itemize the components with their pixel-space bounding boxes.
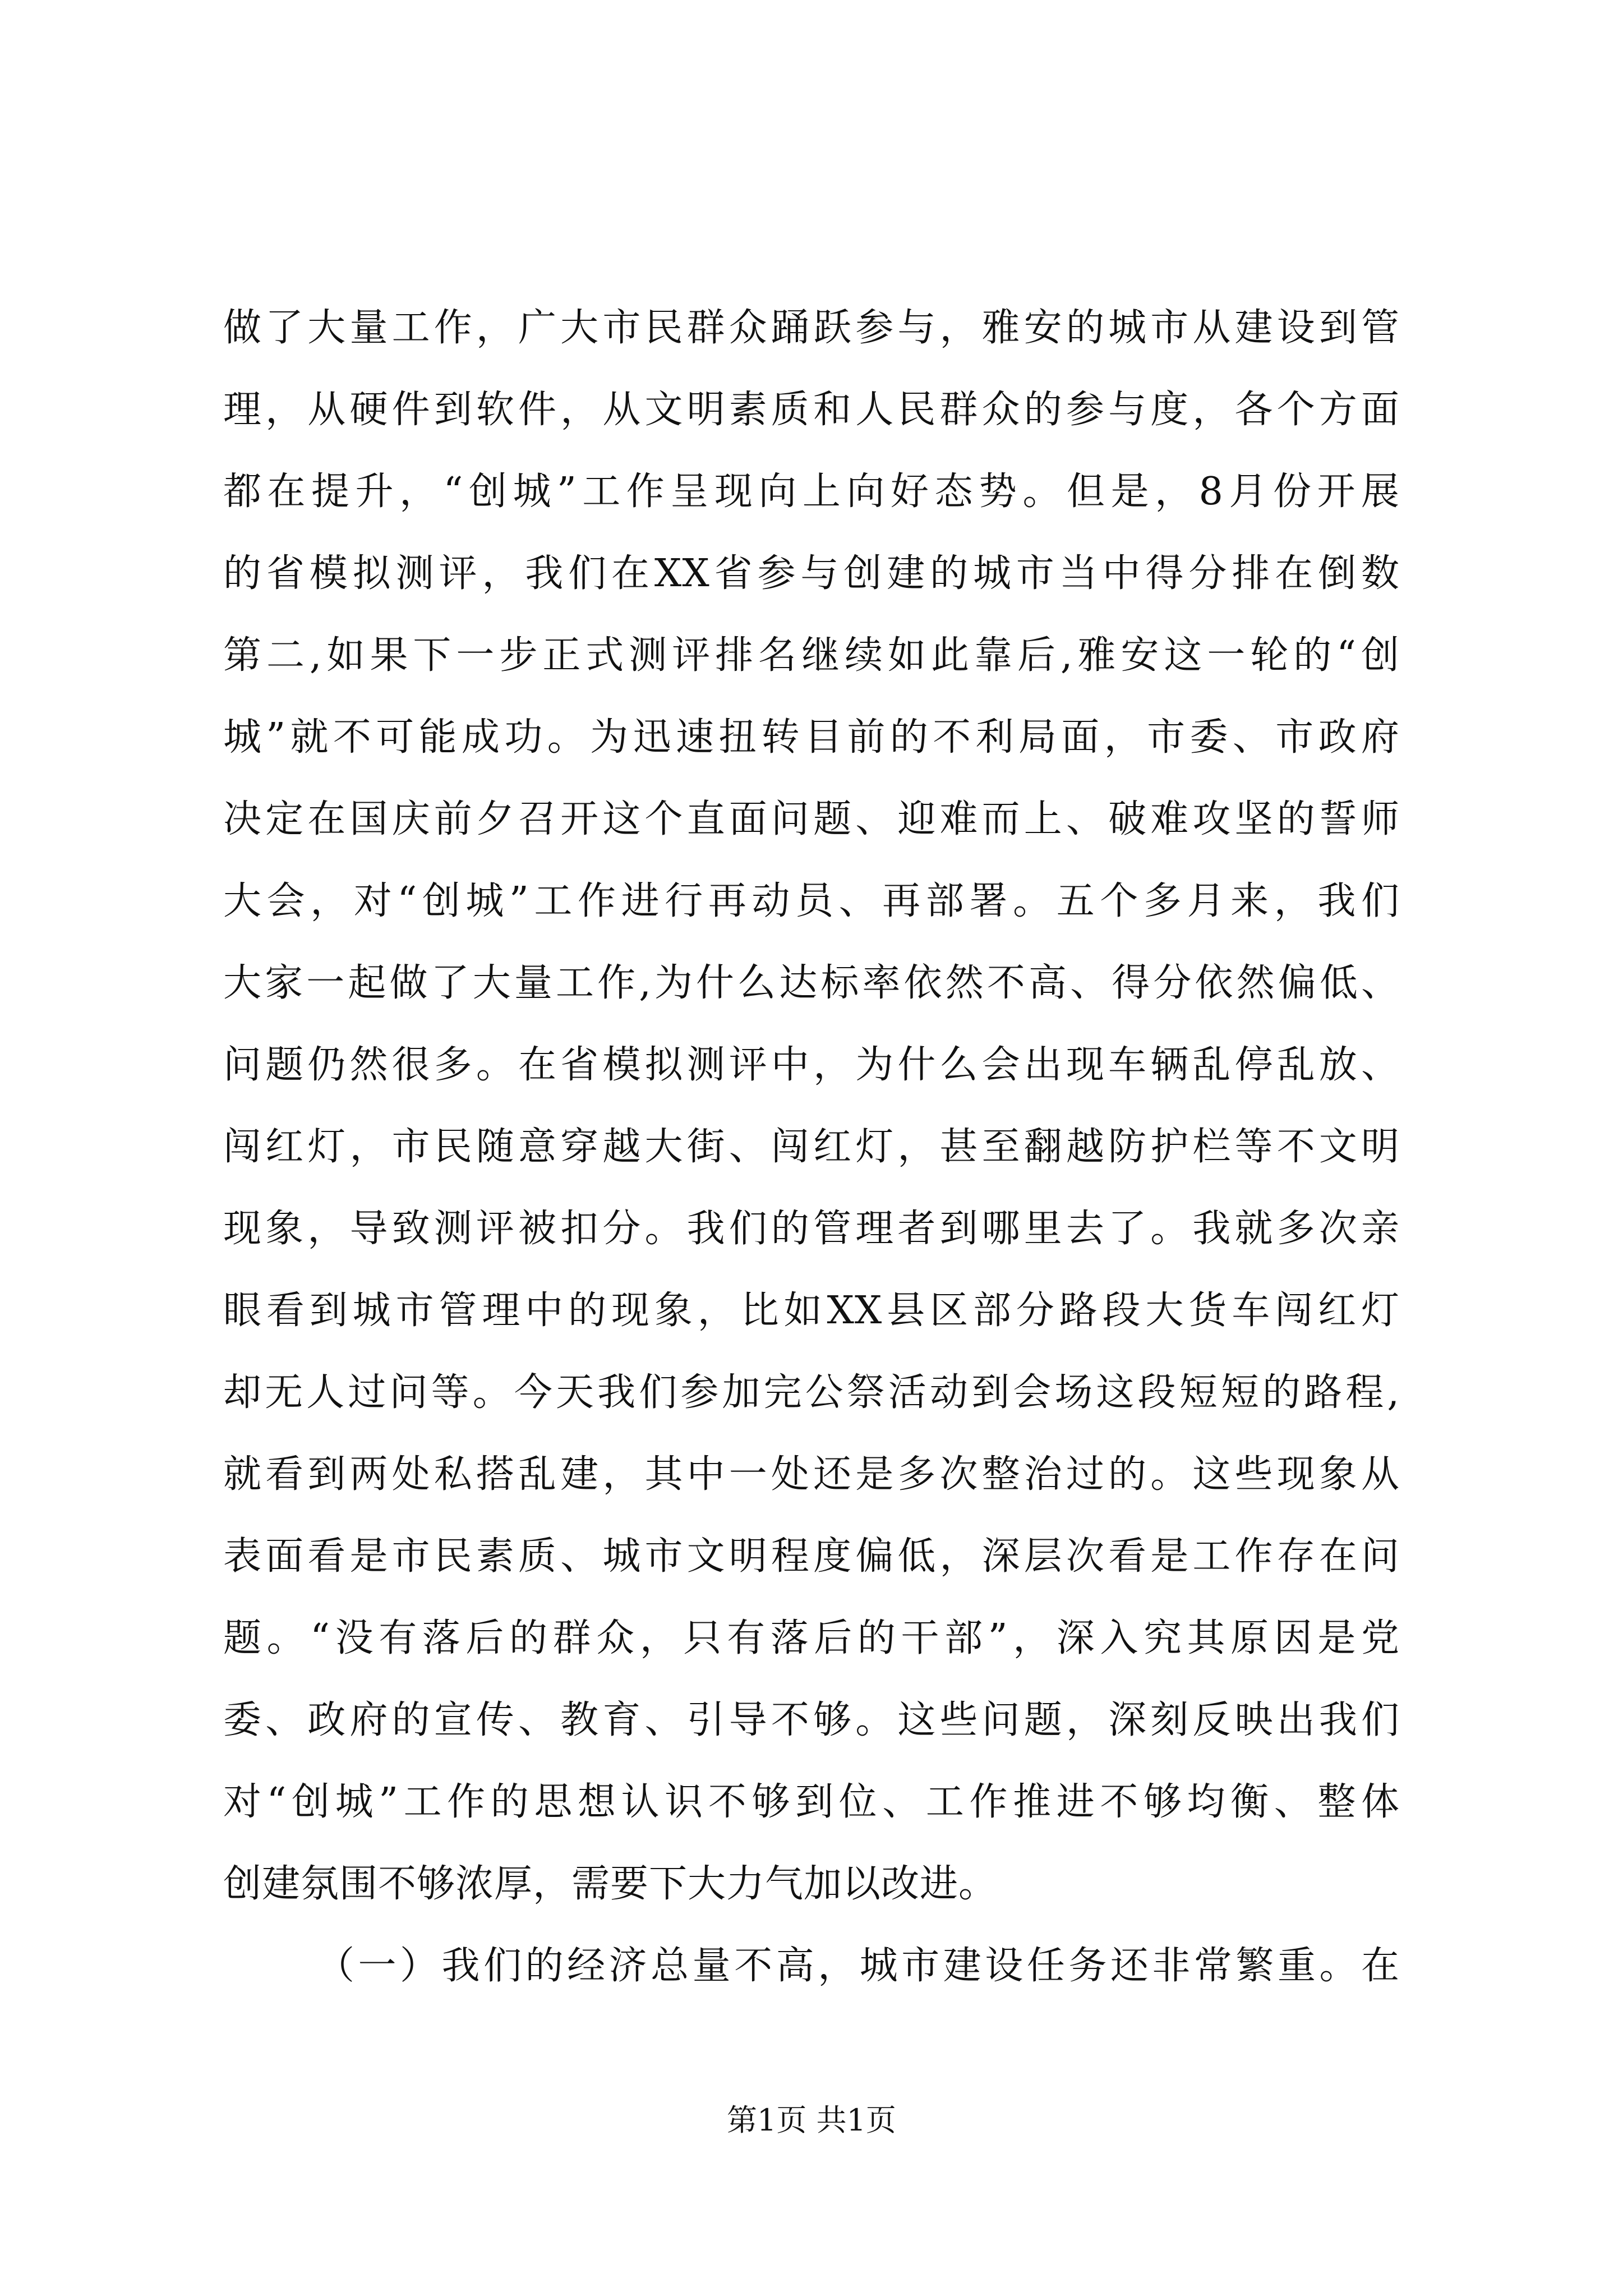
text-line: 大会，对“创城”工作进行再动员、再部署。五个多月来，我们 bbox=[223, 879, 1400, 923]
text-line: 现象，导致测评被扣分。我们的管理者到哪里去了。我就多次亲 bbox=[223, 1207, 1400, 1251]
page-number-footer: 第1页 共1页 bbox=[727, 2102, 896, 2138]
text-line: 理，从硬件到软件，从文明素质和人民群众的参与度，各个方面 bbox=[223, 388, 1400, 432]
text-line: 对“创城”工作的思想认识不够到位、工作推进不够均衡、整体 bbox=[223, 1780, 1400, 1824]
paragraph-end-line: 创建氛围不够浓厚，需要下大力气加以改进。 bbox=[223, 1862, 998, 1906]
text-line: 委、政府的宣传、教育、引导不够。这些问题，深刻反映出我们 bbox=[223, 1698, 1400, 1742]
text-line: 都在提升，“创城”工作呈现向上向好态势。但是，8月份开展 bbox=[223, 470, 1400, 514]
text-line: 眼看到城市管理中的现象，比如XX县区部分路段大货车闯红灯 bbox=[223, 1289, 1400, 1333]
text-line: 第二,如果下一步正式测评排名继续如此靠后,雅安这一轮的“创 bbox=[223, 633, 1400, 678]
text-line: 大家一起做了大量工作,为什么达标率依然不高、得分依然偏低、 bbox=[223, 961, 1400, 1005]
text-line: 决定在国庆前夕召开这个直面问题、迎难而上、破难攻坚的誓师 bbox=[223, 797, 1400, 841]
text-line: 就看到两处私搭乱建，其中一处还是多次整治过的。这些现象从 bbox=[223, 1452, 1400, 1497]
text-line: 却无人过问等。今天我们参加完公祭活动到会场这段短短的路程, bbox=[223, 1370, 1400, 1415]
text-line: 的省模拟测评，我们在XX省参与创建的城市当中得分排在倒数 bbox=[223, 551, 1400, 596]
text-line: 题。“没有落后的群众，只有落后的干部”，深入究其原因是党 bbox=[223, 1616, 1400, 1660]
document-body bbox=[223, 287, 1400, 2007]
text-line: 表面看是市民素质、城市文明程度偏低，深层次看是工作存在问 bbox=[223, 1534, 1400, 1579]
text-line: 城”就不可能成功。为迅速扭转目前的不利局面，市委、市政府 bbox=[223, 715, 1400, 760]
text-line: 问题仍然很多。在省模拟测评中，为什么会出现车辆乱停乱放、 bbox=[223, 1043, 1400, 1087]
text-line: 闯红灯，市民随意穿越大街、闯红灯，甚至翻越防护栏等不文明 bbox=[223, 1125, 1400, 1169]
section-heading-line: （一）我们的经济总量不高，城市建设任务还非常繁重。在 bbox=[316, 1944, 1400, 1988]
text-line: 做了大量工作，广大市民群众踊跃参与，雅安的城市从建设到管 bbox=[223, 306, 1400, 350]
